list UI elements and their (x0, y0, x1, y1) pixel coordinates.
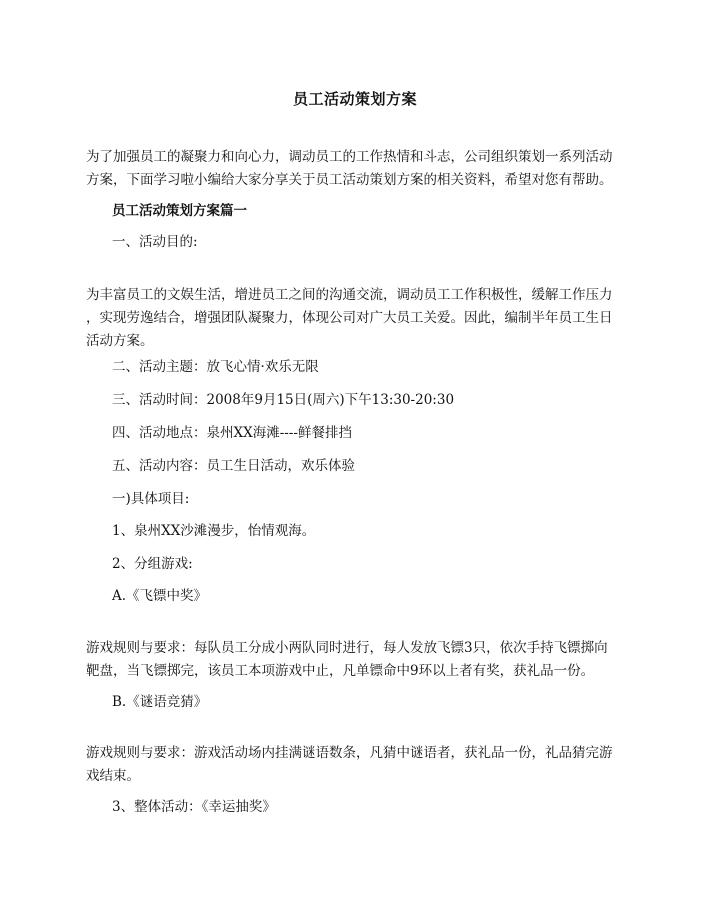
game-a-rules-line: 靶盘，当飞镖掷完，该员工本项游戏中止，凡单镖命中9环以上者有奖，获礼品一份。 (86, 663, 595, 679)
game-a-title: A.《飞镖中奖》 (112, 588, 208, 604)
purpose-line: ，实现劳逸结合，增强团队凝聚力，体现公司对广大员工关爱。因此，编制半年员工生日 (86, 310, 613, 326)
purpose-line: 活动方案。 (86, 333, 154, 349)
content-line: 五、活动内容：员工生日活动，欢乐体验 (112, 458, 355, 474)
game-a-rules-line: 游戏规则与要求：每队员工分成小两队同时进行，每人发放飞镖3只，依次手持飞镖掷向 (86, 640, 608, 656)
section-heading: 员工活动策划方案篇一 (112, 203, 247, 219)
purpose-paragraph (86, 284, 646, 353)
game-b-rules-line: 游戏规则与要求：游戏活动场内挂满谜语数条，凡猜中谜语者，获礼品一份，礼品猜完游 (86, 745, 613, 761)
theme-line: 二、活动主题：放飞心情·欢乐无限 (112, 359, 319, 375)
items-heading: 一)具体项目: (112, 491, 190, 507)
game-b-rules-line: 戏结束。 (86, 768, 140, 784)
intro-line: 为了加强员工的凝聚力和向心力，调动员工的工作热情和斗志，公司组织策划一系列活动 (86, 149, 613, 165)
game-b-title: B.《谜语竞猜》 (112, 694, 208, 710)
item-3: 3、整体活动：《幸运抽奖》 (112, 799, 276, 815)
intro-paragraph (86, 146, 646, 192)
location-line: 四、活动地点：泉州XX海滩----鲜餐排挡 (112, 425, 352, 441)
game-a-rules (86, 637, 646, 683)
intro-line: 方案，下面学习啦小编给大家分享关于员工活动策划方案的相关资料，希望对您有帮助。 (86, 172, 613, 188)
purpose-heading: 一、活动目的: (112, 234, 198, 250)
game-b-rules (86, 742, 646, 788)
purpose-line: 为丰富员工的文娱生活，增进员工之间的沟通交流，调动员工工作积极性，缓解工作压力 (86, 287, 613, 303)
document-title: 员工活动策划方案 (292, 90, 417, 108)
item-1: 1、泉州XX沙滩漫步，怡情观海。 (112, 523, 316, 539)
time-line: 三、活动时间：2008年9月15日(周六)下午13:30-20:30 (112, 392, 455, 408)
item-2: 2、分组游戏: (112, 556, 193, 572)
